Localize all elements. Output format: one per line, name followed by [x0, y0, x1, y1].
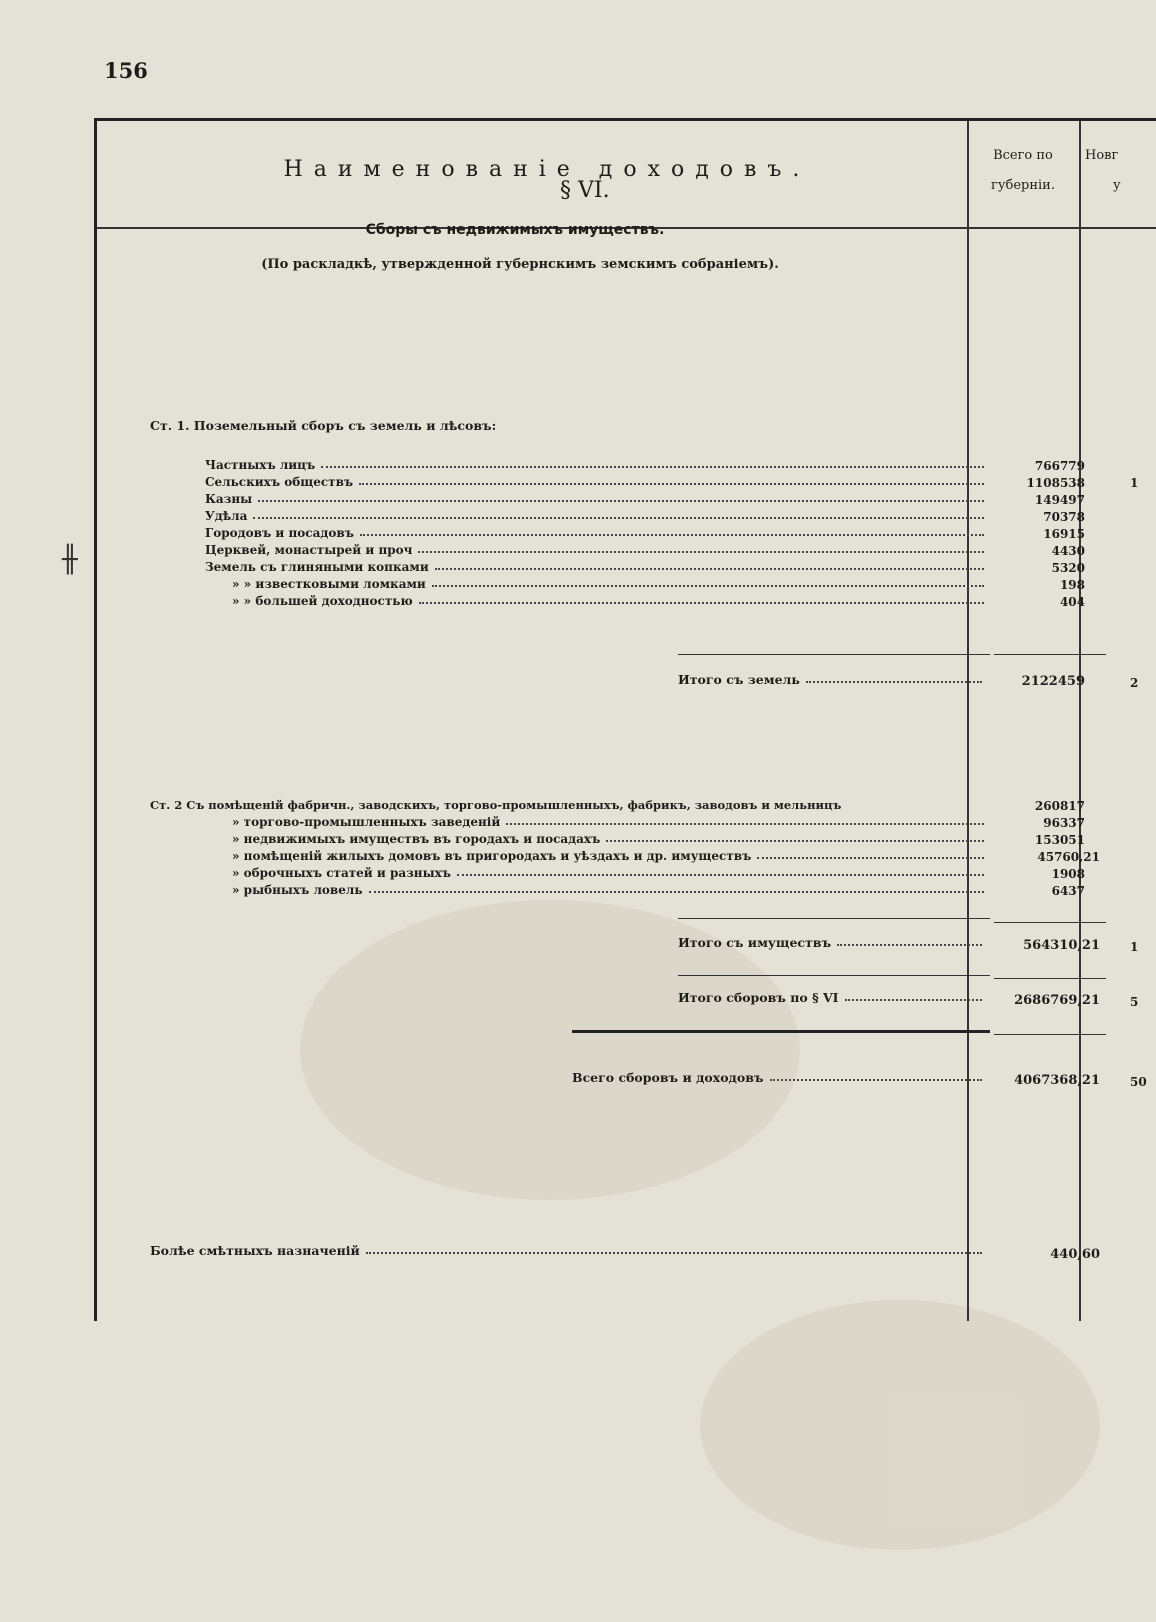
ledger-row [232, 829, 990, 846]
ledger-row [232, 863, 990, 880]
section-total-row [678, 990, 988, 1005]
dot-leader [366, 1252, 982, 1254]
row-label: Церквей, монастырей и проч [205, 543, 413, 557]
row-label: Казны [205, 492, 253, 506]
margin-tear-mark: ╫ [62, 545, 78, 575]
row-label: » помѣщеній жилыхъ домовъ въ пригородахъ и уѣздахъ и др. имуществъ [232, 849, 752, 863]
ledger-row [232, 880, 990, 897]
row-label: » » известковыми ломками [232, 577, 426, 591]
subtotal-rule [678, 918, 990, 919]
article1-total-value: 2122459 [1021, 674, 1085, 689]
article2-heading-row [150, 795, 990, 812]
section-mark: § VI. [560, 178, 610, 203]
section-title: Сборы съ недвижимыхъ имуществъ. [365, 222, 665, 238]
total-label: Всего сборовъ и доходовъ [572, 1070, 764, 1085]
next-column-fragment: 1 [1130, 940, 1139, 954]
dot-leader [757, 857, 984, 859]
row-label: » оброчныхъ статей и разныхъ [232, 866, 451, 880]
row-label: » » большей доходностью [232, 594, 413, 608]
subtotal-rule [678, 975, 990, 976]
row-label: Сельскихъ обществъ [205, 475, 354, 489]
ledger-row [232, 591, 990, 608]
column-divider [967, 121, 969, 1321]
ledger-row [205, 523, 990, 540]
total-column-header-line1: Всего по [993, 148, 1053, 163]
grand-total-rule [572, 1030, 990, 1033]
dot-leader [845, 999, 982, 1001]
total-label: Итого съ земель [678, 672, 800, 687]
dot-leader [321, 466, 984, 468]
next-column-fragment: 5 [1130, 995, 1139, 1009]
row-value: 1108538 [1026, 476, 1085, 490]
row-value: 1908 [1051, 867, 1085, 881]
ledger-row [205, 455, 990, 472]
row-label: Городовъ и посадовъ [205, 526, 354, 540]
next-column-header-line1: Новг [1085, 148, 1119, 163]
table-header [97, 121, 1156, 229]
dot-leader [432, 585, 984, 587]
grand-total-rule [994, 1034, 1106, 1035]
dot-leader [457, 874, 984, 876]
dot-leader [359, 483, 984, 485]
total-label: Итого съ имуществъ [678, 935, 832, 950]
total-column-header-line2: губерніи. [991, 178, 1055, 193]
row-label: Частныхъ лицъ [205, 458, 316, 472]
article2-total-value: 564310,21 [1023, 938, 1100, 953]
article2-heading: Ст. 2 Съ помѣщеній фабричн., заводскихъ, торгово-промышленныхъ, фабрикъ, заводовъ и мельницъ [150, 798, 842, 812]
revenue-table [94, 118, 1156, 1321]
row-value: 153051 [1034, 833, 1085, 847]
section-note: (По раскладкѣ, утвержденной губернскимъ земскимъ собраніемъ). [261, 257, 779, 272]
dot-leader [770, 1079, 983, 1081]
page-number: 156 [104, 58, 148, 83]
ledger-row [205, 557, 990, 574]
row-value: 6437 [1051, 884, 1085, 898]
next-column-header [1085, 141, 1121, 201]
column-divider [1079, 121, 1081, 1321]
total-column-header [971, 141, 1075, 201]
next-column-fragment: 2 [1130, 676, 1139, 690]
next-column-fragment: 1 [1130, 476, 1139, 490]
subtotal-rule [994, 922, 1106, 923]
dot-leader [806, 681, 982, 683]
dot-leader [360, 534, 984, 536]
row-value: 70378 [1043, 510, 1085, 524]
ledger-row [205, 506, 990, 523]
row-value: 198 [1059, 578, 1085, 592]
next-column-fragment: 50 [1130, 1075, 1147, 1089]
row-value: 45760,21 [1037, 850, 1100, 864]
row-label: Удѣла [205, 509, 248, 523]
row-value: 766779 [1034, 459, 1085, 473]
ledger-row [205, 489, 990, 506]
excess-row [150, 1243, 988, 1258]
row-value: 16915 [1043, 527, 1085, 541]
row-label: » недвижимыхъ имуществъ въ городахъ и посадахъ [232, 832, 601, 846]
article1-total-row [678, 672, 988, 687]
dot-leader [435, 568, 984, 570]
ledger-row [232, 574, 990, 591]
dot-leader [253, 517, 984, 519]
ledger-row [232, 812, 990, 829]
ledger-row [205, 540, 990, 557]
total-label: Болѣе смѣтныхъ назначеній [150, 1243, 360, 1258]
dot-leader [506, 823, 984, 825]
grand-total-value: 4067368,21 [1014, 1073, 1100, 1088]
dot-leader [418, 551, 984, 553]
article2-total-row [678, 935, 988, 950]
subtotal-rule [994, 654, 1106, 655]
ledger-row [232, 846, 990, 863]
article1-heading: Ст. 1. Поземельный сборъ съ земель и лѣсовъ: [150, 418, 497, 433]
section-total-value: 2686769,21 [1014, 993, 1100, 1008]
grand-total-row [572, 1070, 988, 1085]
dot-leader [369, 891, 985, 893]
excess-value: 440,60 [1050, 1247, 1100, 1262]
row-label: » торгово-промышленныхъ заведеній [232, 815, 501, 829]
row-value: 4430 [1051, 544, 1085, 558]
row-value: 149497 [1034, 493, 1085, 507]
total-label: Итого сборовъ по § VI [678, 990, 839, 1005]
dot-leader [837, 944, 982, 946]
row-label: » рыбныхъ ловель [232, 883, 363, 897]
paper-stain [700, 1300, 1100, 1550]
row-value: 96337 [1043, 816, 1085, 830]
ledger-row [205, 472, 990, 489]
dot-leader [419, 602, 984, 604]
subtotal-rule [678, 654, 990, 655]
row-value: 404 [1059, 595, 1085, 609]
row-label: Земель съ глиняными копками [205, 560, 429, 574]
row-value: 260817 [1034, 799, 1085, 813]
subtotal-rule [994, 978, 1106, 979]
dot-leader [606, 840, 984, 842]
next-column-header-line2: у [1113, 178, 1121, 193]
dot-leader [258, 500, 984, 502]
header-title: Наименованіе доходовъ. [283, 157, 811, 182]
row-value: 5320 [1051, 561, 1085, 575]
